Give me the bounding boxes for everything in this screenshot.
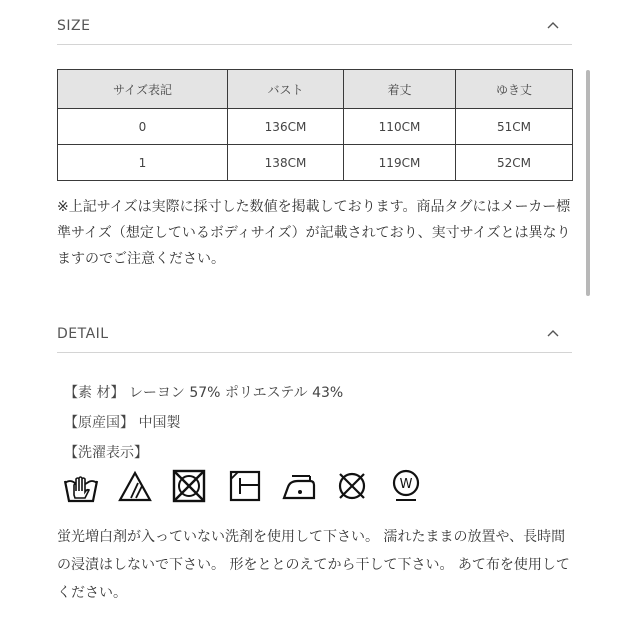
scrollbar[interactable]: [586, 70, 590, 296]
size-note: ※上記サイズは実際に採寸した数値を掲載しております。商品タグにはメーカー標準サイズ（想定しているボディサイズ）が記載されており、実寸サイズとは異なりますのでご注意ください。: [57, 199, 571, 267]
detail-info: [64, 378, 574, 468]
chevron-up-icon[interactable]: [546, 20, 560, 30]
detail-section-title: DETAIL: [57, 326, 109, 342]
line-dry-shade-icon: [227, 467, 263, 505]
size-section-title: SIZE: [57, 18, 91, 34]
table-cell: 138CM: [228, 145, 344, 181]
no-dry-clean-icon: [334, 467, 370, 505]
bleach-allowed-icon: [117, 467, 153, 505]
no-tumble-dry-icon: [171, 467, 207, 505]
table-cell: 110CM: [344, 109, 456, 145]
care-icons-row: [63, 467, 433, 505]
table-cell: 119CM: [344, 145, 456, 181]
column-header-size-label: サイズ表記: [58, 70, 228, 109]
table-cell: 136CM: [228, 109, 344, 145]
material-text: 【素 材】 レーヨン 57% ポリエステル 43%: [64, 385, 344, 401]
table-cell: 51CM: [456, 109, 573, 145]
table-cell: 1: [58, 145, 228, 181]
low-temp-iron-icon: [281, 467, 317, 505]
table-cell: 0: [58, 109, 228, 145]
size-section-header[interactable]: [57, 5, 572, 45]
detail-section-header[interactable]: [57, 313, 572, 353]
svg-text:W: W: [399, 477, 413, 492]
table-row: [58, 109, 573, 145]
column-header-length: 着丈: [344, 70, 456, 109]
origin-text: 【原産国】 中国製: [64, 415, 181, 431]
column-header-bust: バスト: [228, 70, 344, 109]
size-table-header-row: [58, 70, 573, 109]
chevron-up-icon[interactable]: [546, 328, 560, 338]
size-table: [57, 69, 573, 181]
table-cell: 52CM: [456, 145, 573, 181]
laundry-label: 【洗濯表示】: [64, 445, 148, 461]
table-row: [58, 145, 573, 181]
column-header-sleeve: ゆき丈: [456, 70, 573, 109]
hand-wash-icon: [63, 467, 99, 505]
care-instructions: 蛍光増白剤が入っていない洗剤を使用して下さい。 濡れたままの放置や、長時間の浸漬はしないで下さい。 形をととのえてから干して下さい。 あて布を使用してください。: [57, 529, 570, 601]
wet-clean-icon: [388, 467, 424, 505]
